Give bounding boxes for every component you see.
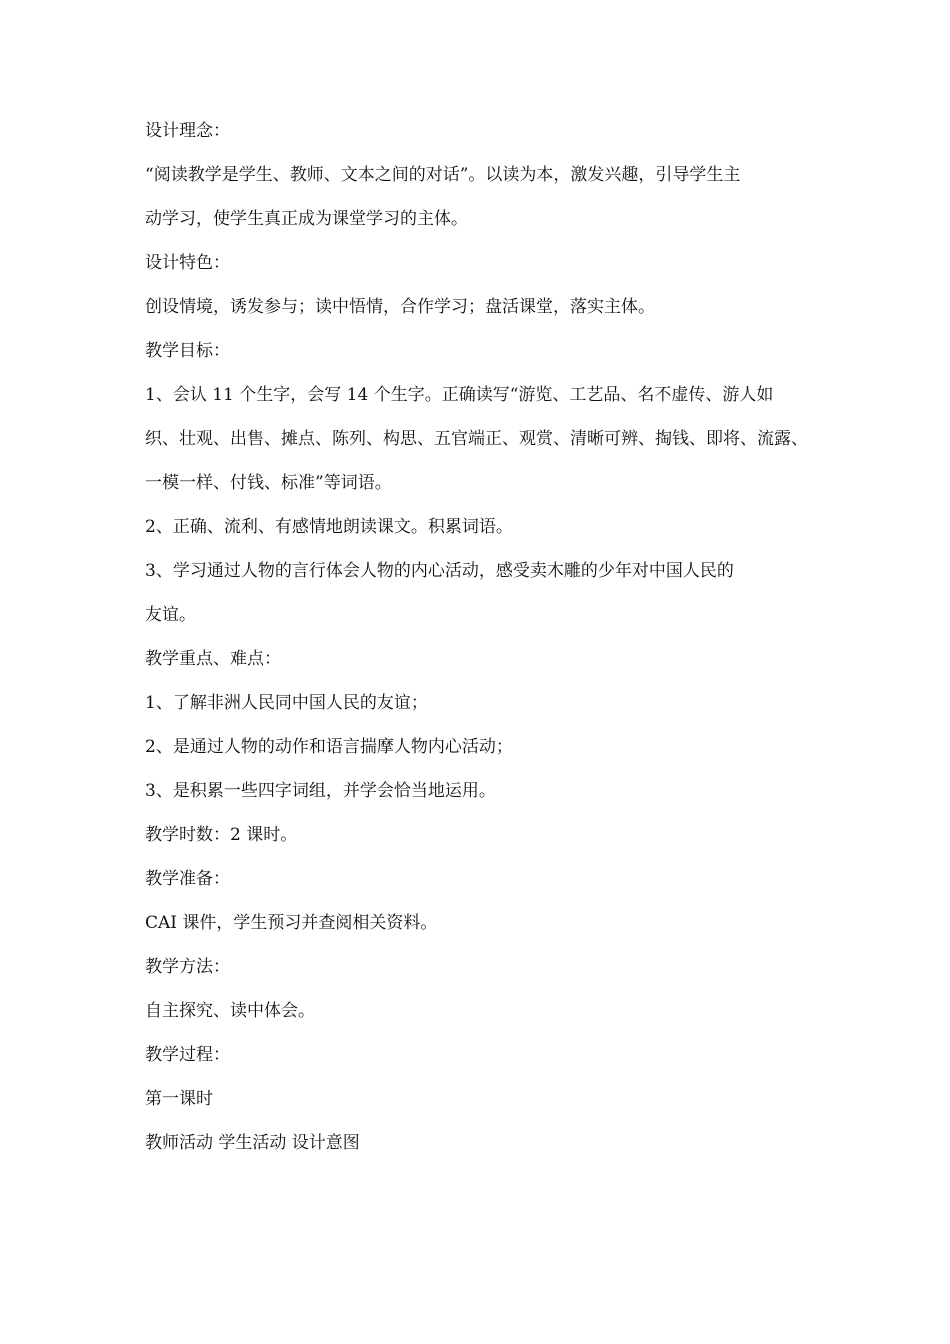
heading-design-features: 设计特色： bbox=[145, 253, 230, 273]
paragraph-line: 创设情境，诱发参与；读中悟情，合作学习；盘活课堂，落实主体。 bbox=[145, 297, 655, 317]
list-item-line: 3、学习通过人物的言行体会人物的内心活动，感受卖木雕的少年对中国人民的 bbox=[145, 561, 734, 581]
heading-teaching-process: 教学过程： bbox=[145, 1045, 230, 1065]
paragraph-line: “阅读教学是学生、教师、文本之间的对话”。以读为本，激发兴趣，引导学生主 bbox=[145, 165, 741, 185]
table-header-line: 教师活动 学生活动 设计意图 bbox=[145, 1133, 360, 1153]
paragraph-line: CAI 课件，学生预习并查阅相关资料。 bbox=[145, 913, 438, 933]
list-item-line: 3、是积累一些四字词组，并学会恰当地运用。 bbox=[145, 781, 496, 801]
list-item-line: 织、壮观、出售、摊点、陈列、构思、五官端正、观赏、清晰可辨、掏钱、即将、流露、 bbox=[145, 429, 808, 449]
heading-design-concept: 设计理念： bbox=[145, 121, 230, 141]
list-item-line: 1、会认 11 个生字，会写 14 个生字。正确读写“游览、工艺品、名不虚传、游人如 bbox=[145, 385, 774, 405]
paragraph-line: 第一课时 bbox=[145, 1089, 213, 1109]
heading-teaching-prep: 教学准备： bbox=[145, 869, 230, 889]
paragraph-line: 自主探究、读中体会。 bbox=[145, 1001, 315, 1021]
heading-teaching-goals: 教学目标： bbox=[145, 341, 230, 361]
document-body bbox=[145, 120, 813, 1176]
paragraph-line: 教学时数：2 课时。 bbox=[145, 825, 298, 845]
paragraph-line: 动学习，使学生真正成为课堂学习的主体。 bbox=[145, 209, 468, 229]
list-item-line: 1、了解非洲人民同中国人民的友谊； bbox=[145, 693, 428, 713]
list-item-line: 一模一样、付钱、标准”等词语。 bbox=[145, 473, 392, 493]
list-item-line: 2、正确、流利、有感情地朗读课文。积累词语。 bbox=[145, 517, 513, 537]
list-item-line: 友谊。 bbox=[145, 605, 196, 625]
list-item-line: 2、是通过人物的动作和语言揣摩人物内心活动； bbox=[145, 737, 513, 757]
heading-teaching-methods: 教学方法： bbox=[145, 957, 230, 977]
heading-key-points: 教学重点、难点： bbox=[145, 649, 281, 669]
